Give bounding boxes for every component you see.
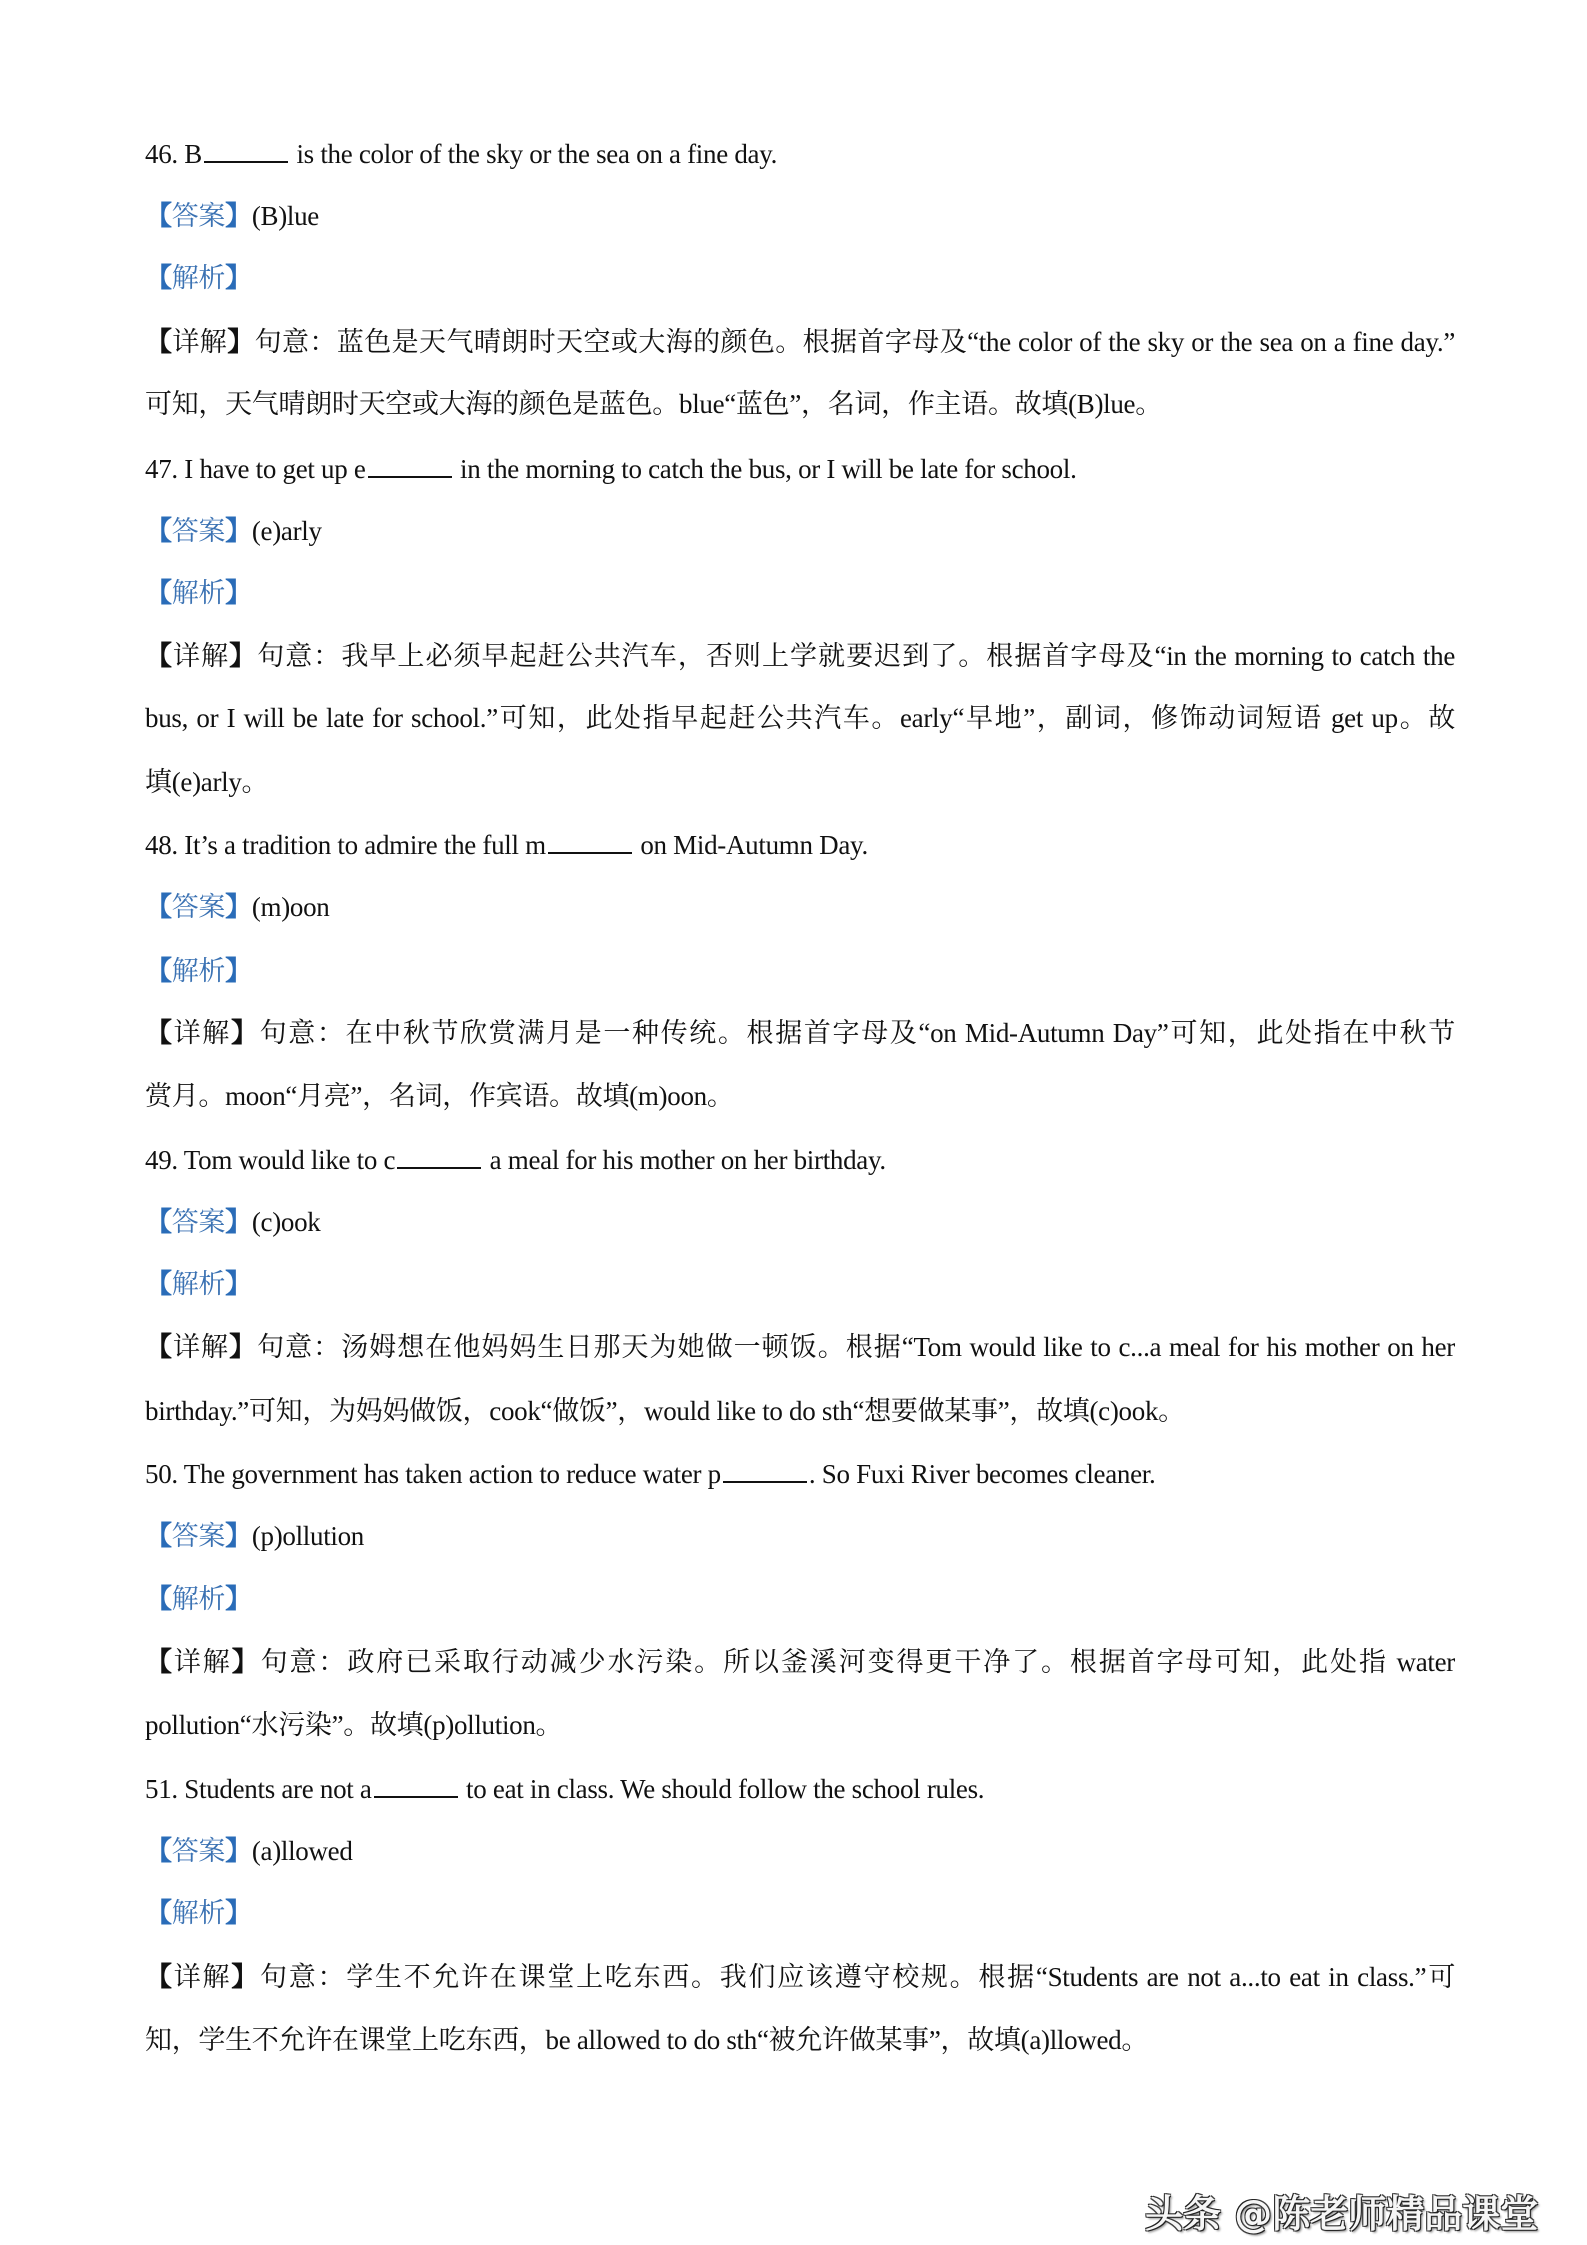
stem-text: 49. Tom would like to c — [145, 1145, 396, 1175]
analysis-label: 【解析】 — [145, 263, 252, 293]
question-46-stem — [145, 136, 1455, 172]
answer-label: 【答案】 — [145, 201, 252, 231]
detail-label: 【详解】 — [145, 327, 255, 357]
question-49-answer — [145, 1204, 1455, 1240]
question-49-detail-line-2: birthday.”可知，为妈妈做饭，cook“做饭”，would like to do sth“想要做某事”，故填(c)ook。 — [145, 1396, 1185, 1426]
question-51-detail-line-2: 知，学生不允许在课堂上吃东西，be allowed to do sth“被允许做某事”，故填(a)llowed。 — [145, 2025, 1149, 2055]
question-48-analysis — [145, 953, 1455, 989]
answer-label: 【答案】 — [145, 516, 252, 546]
answer-label: 【答案】 — [145, 1207, 252, 1237]
question-50-detail-line-1: 【详解】句意：政府已采取行动减少水污染。所以釜溪河变得更干净了。根据首字母可知，此处指 water — [145, 1647, 1455, 1677]
stem-text: 50. The government has taken action to reduce water p — [145, 1459, 721, 1489]
question-49-stem — [145, 1142, 1455, 1178]
stem-text: 47. I have to get up e — [145, 454, 366, 484]
stem-text: is the color of the sky or the sea on a fine day. — [290, 139, 778, 169]
question-46-detail-line-2: 可知，天气晴朗时天空或大海的颜色是蓝色。blue“蓝色”，名词，作主语。故填(B)lue。 — [145, 389, 1162, 419]
detail-label: 【详解】 — [145, 1332, 258, 1362]
detail-label: 【详解】 — [145, 641, 258, 671]
detail-label: 【详解】 — [145, 1647, 261, 1677]
answer-blank — [368, 452, 452, 478]
stem-text: in the morning to catch the bus, or I will be late for school. — [453, 454, 1077, 484]
answer-text: (B)lue — [251, 201, 319, 231]
answer-blank — [548, 828, 632, 854]
question-48-answer — [145, 889, 1455, 925]
analysis-label: 【解析】 — [145, 578, 252, 608]
answer-label: 【答案】 — [145, 1521, 252, 1551]
answer-text: (p)ollution — [251, 1521, 365, 1551]
watermark: 头条 @陈老师精品课堂 — [1145, 2192, 1539, 2236]
question-47-detail-line-1: 【详解】句意：我早上必须早起赶公共汽车，否则上学就要迟到了。根据首字母及“in the morning to catch the — [145, 641, 1456, 671]
answer-blank — [204, 137, 288, 163]
analysis-label: 【解析】 — [145, 1269, 252, 1299]
answer-blank — [374, 1772, 458, 1798]
question-47-stem — [145, 451, 1455, 487]
question-49-detail-line-1: 【详解】句意：汤姆想在他妈妈生日那天为她做一顿饭。根据“Tom would like to c...a meal for his mother on her — [145, 1332, 1455, 1362]
question-51-detail-line-1: 【详解】句意：学生不允许在课堂上吃东西。我们应该遵守校规。根据“Students are not a...to eat in class.”可 — [145, 1962, 1456, 1992]
question-47-detail-line-2: bus, or I will be late for school.”可知，此处指早起赶公共汽车。early“早地”，副词，修饰动词短语 get up。故 — [145, 703, 1455, 733]
stem-text: 51. Students are not a — [145, 1774, 372, 1804]
answer-text: (c)ook — [251, 1207, 321, 1237]
answer-text: (m)oon — [251, 892, 330, 922]
answer-blank — [723, 1457, 807, 1483]
question-48-detail-line-1: 【详解】句意：在中秋节欣赏满月是一种传统。根据首字母及“on Mid-Autumn Day”可知，此处指在中秋节 — [145, 1018, 1456, 1048]
answer-label: 【答案】 — [145, 892, 252, 922]
question-50-stem — [145, 1456, 1455, 1492]
detail-label: 【详解】 — [145, 1962, 260, 1992]
question-47-detail-line-3: 填(e)arly。 — [145, 767, 269, 797]
answer-text: (a)llowed — [251, 1836, 353, 1866]
question-47-answer — [145, 513, 1455, 549]
stem-text: 46. B — [145, 139, 203, 169]
stem-text: 48. It’s a tradition to admire the full m — [145, 830, 546, 860]
question-49-analysis — [145, 1266, 1455, 1302]
question-51-analysis — [145, 1895, 1455, 1931]
question-46-answer — [145, 198, 1455, 234]
analysis-label: 【解析】 — [145, 1898, 252, 1928]
analysis-label: 【解析】 — [145, 1584, 252, 1614]
stem-text: to eat in class. We should follow the school rules. — [459, 1774, 985, 1804]
question-48-stem — [145, 827, 1455, 863]
answer-blank — [397, 1143, 481, 1169]
question-47-analysis — [145, 575, 1455, 611]
answer-text: (e)arly — [251, 516, 322, 546]
stem-text: a meal for his mother on her birthday. — [483, 1145, 886, 1175]
question-51-stem — [145, 1771, 1455, 1807]
question-51-answer — [145, 1833, 1455, 1869]
question-50-detail-line-2: pollution“水污染”。故填(p)ollution。 — [145, 1710, 563, 1740]
question-48-detail-line-2: 赏月。moon“月亮”，名词，作宾语。故填(m)oon。 — [145, 1081, 734, 1111]
question-46-detail-line-1: 【详解】句意：蓝色是天气晴朗时天空或大海的颜色。根据首字母及“the color of the sky or the sea on a fine day.” — [145, 327, 1455, 357]
detail-label: 【详解】 — [145, 1018, 260, 1048]
answer-label: 【答案】 — [145, 1836, 252, 1866]
analysis-label: 【解析】 — [145, 956, 252, 986]
question-50-answer — [145, 1518, 1455, 1554]
question-46-analysis — [145, 260, 1455, 296]
stem-text: on Mid-Autumn Day. — [633, 830, 868, 860]
question-50-analysis — [145, 1581, 1455, 1617]
stem-text: . So Fuxi River becomes cleaner. — [808, 1459, 1156, 1489]
